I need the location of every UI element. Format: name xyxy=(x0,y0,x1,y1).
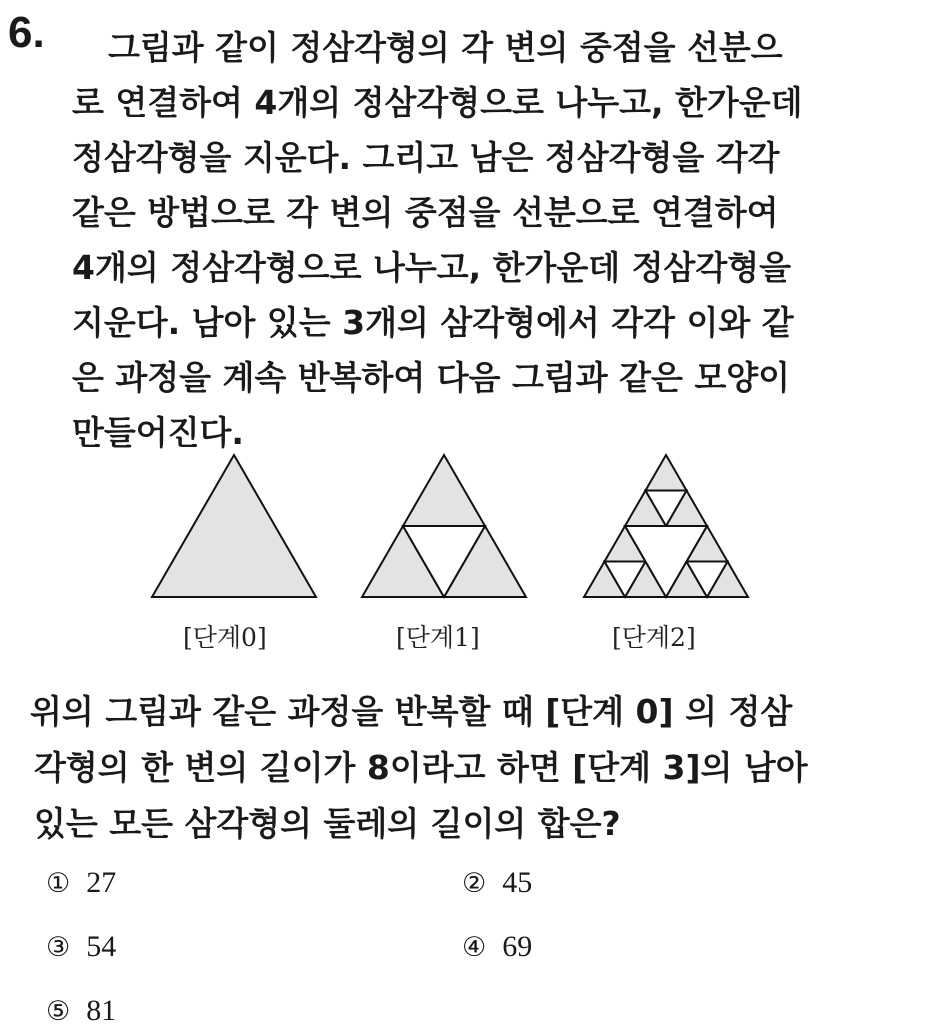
sierpinski-stage-2 xyxy=(584,455,748,597)
question-line: 위의 그림과 같은 과정을 반복할 때 [단계 0] 의 정삼 xyxy=(30,692,793,731)
problem-line: 은 과정을 계속 반복하여 다음 그림과 같은 모양이 xyxy=(72,358,790,397)
problem-line: 만들어진다. xyxy=(72,413,244,452)
sierpinski-stage-0 xyxy=(152,455,316,597)
choice-3-mark: ③ xyxy=(46,931,71,963)
stage-0-label: [단계0] xyxy=(183,623,267,652)
problem-line: 로 연결하여 4개의 정삼각형으로 나누고, 한가운데 xyxy=(72,83,803,122)
question-line: 각형의 한 변의 길이가 8이라고 하면 [단계 3]의 남아 xyxy=(34,748,808,787)
problem-line: 같은 방법으로 각 변의 중점을 선분으로 연결하여 xyxy=(72,193,779,232)
shaded-triangle xyxy=(403,455,485,526)
choice-5-value: 81 xyxy=(86,994,117,1027)
choice-3[interactable] xyxy=(46,930,116,964)
shaded-triangle xyxy=(152,455,316,597)
choice-2-mark: ② xyxy=(462,867,487,899)
choice-1[interactable] xyxy=(46,866,116,900)
problem-line: 그림과 같이 정삼각형의 각 변의 중점을 선분으 xyxy=(108,28,783,67)
sierpinski-stage-1 xyxy=(362,455,526,597)
problem-line: 4개의 정삼각형으로 나누고, 한가운데 정삼각형을 xyxy=(72,248,792,287)
choice-4-mark: ④ xyxy=(462,931,487,963)
problem-line: 정삼각형을 지운다. 그리고 남은 정삼각형을 각각 xyxy=(72,138,780,177)
stage-1-label: [단계1] xyxy=(396,623,480,652)
sierpinski-figure xyxy=(140,452,760,612)
choice-2-value: 45 xyxy=(502,866,533,899)
choice-5-mark: ⑤ xyxy=(46,995,71,1027)
choice-2[interactable] xyxy=(462,866,532,900)
choice-5[interactable] xyxy=(46,994,116,1028)
problem-line: 지운다. 남아 있는 3개의 삼각형에서 각각 이와 같 xyxy=(72,303,794,342)
choice-1-value: 27 xyxy=(86,866,117,899)
choice-4[interactable] xyxy=(462,930,532,964)
shaded-triangle xyxy=(646,455,687,491)
choice-1-mark: ① xyxy=(46,867,71,899)
stage-2-label: [단계2] xyxy=(612,623,696,652)
choice-3-value: 54 xyxy=(86,930,117,963)
problem-text xyxy=(72,20,803,460)
question-number: 6. xyxy=(8,8,45,57)
question-text xyxy=(30,684,808,852)
choice-4-value: 69 xyxy=(502,930,533,963)
question-line: 있는 모든 삼각형의 둘레의 길이의 합은? xyxy=(34,804,621,843)
